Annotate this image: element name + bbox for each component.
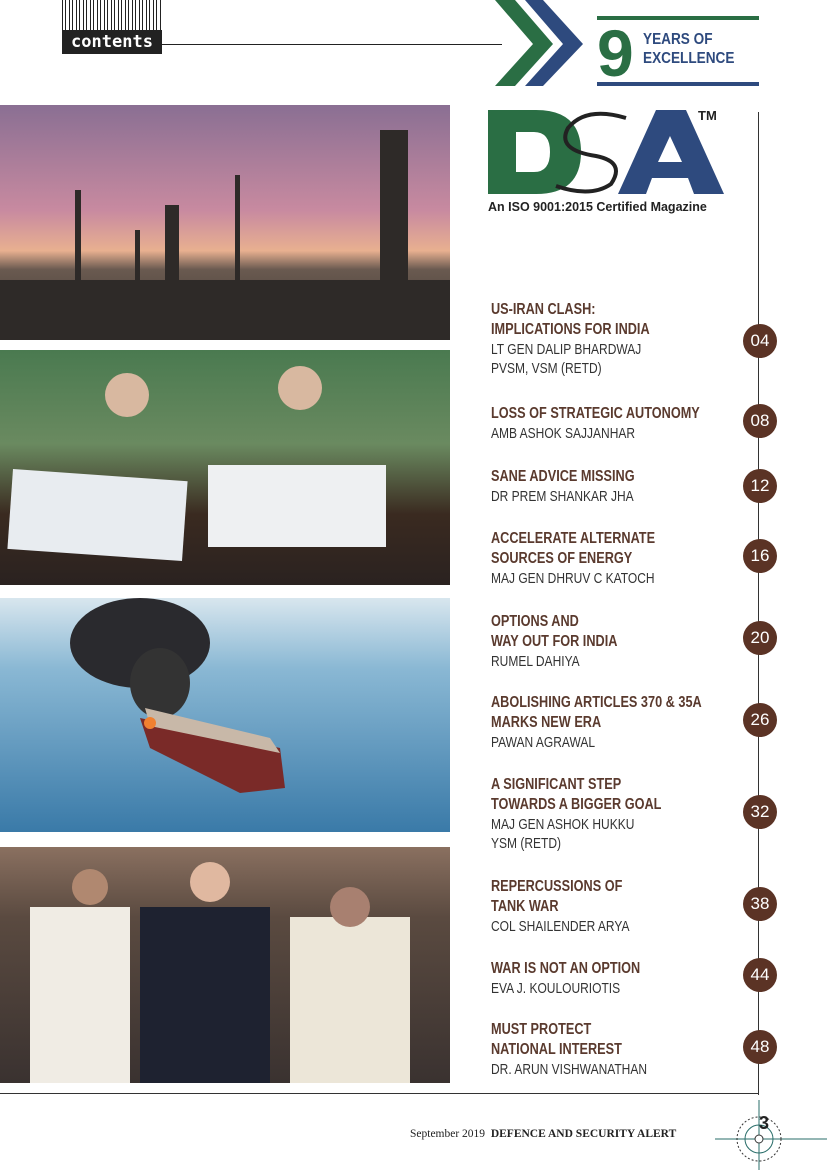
toc-entry[interactable] — [491, 1020, 741, 1079]
toc-entry[interactable] — [491, 877, 741, 936]
page-badge[interactable]: 08 — [743, 404, 777, 438]
toc-entry[interactable] — [491, 467, 741, 506]
article-title: TOWARDS A BIGGER GOAL — [491, 796, 662, 813]
page-badge[interactable]: 26 — [743, 703, 777, 737]
leaders-signing-photo — [0, 350, 450, 585]
page-badge[interactable]: 20 — [743, 621, 777, 655]
bottom-rule — [0, 1093, 759, 1094]
article-title: MARKS NEW ERA — [491, 714, 602, 731]
burning-tanker-photo — [0, 598, 450, 832]
article-title: OPTIONS AND — [491, 613, 579, 630]
article-author: YSM (RETD) — [491, 835, 561, 852]
page-badge[interactable]: 04 — [743, 324, 777, 358]
logo-tagline: An ISO 9001:2015 Certified Magazine — [488, 200, 707, 214]
page-badge[interactable]: 32 — [743, 795, 777, 829]
article-title: WAY OUT FOR INDIA — [491, 633, 618, 650]
article-author: RUMEL DAHIYA — [491, 653, 580, 670]
crosshair-icon — [715, 1100, 827, 1170]
summit-leaders-photo — [0, 847, 450, 1083]
article-title: WAR IS NOT AN OPTION — [491, 960, 641, 977]
article-title: NATIONAL INTEREST — [491, 1041, 622, 1058]
page-badge[interactable]: 44 — [743, 958, 777, 992]
toc-entry[interactable] — [491, 612, 741, 671]
toc-entry[interactable] — [491, 404, 741, 443]
dsa-logo — [486, 106, 726, 198]
article-title: IMPLICATIONS FOR INDIA — [491, 321, 650, 338]
article-title: ABOLISHING ARTICLES 370 & 35A — [491, 694, 702, 711]
article-title: SANE ADVICE MISSING — [491, 468, 635, 485]
chevron-icon — [495, 0, 595, 88]
page-badge[interactable]: 48 — [743, 1030, 777, 1064]
toc-entry[interactable] — [491, 529, 741, 588]
article-author: PAWAN AGRAWAL — [491, 734, 596, 751]
article-title: US-IRAN CLASH: — [491, 301, 596, 318]
footer — [410, 1128, 676, 1140]
page-badge[interactable]: 16 — [743, 539, 777, 573]
article-author: DR PREM SHANKAR JHA — [491, 488, 634, 505]
page-badge[interactable]: 38 — [743, 887, 777, 921]
toc-entry[interactable] — [491, 775, 741, 853]
toc-entry[interactable] — [491, 959, 741, 998]
article-title: SOURCES OF ENERGY — [491, 550, 633, 567]
svg-text:TM: TM — [698, 108, 717, 123]
page-number: 3 — [759, 1113, 770, 1133]
article-author: COL SHAILENDER ARYA — [491, 918, 630, 935]
footer-publication: DEFENCE AND SECURITY ALERT — [490, 1128, 677, 1140]
toc-entry[interactable] — [491, 300, 741, 378]
anniversary-text: EXCELLENCE — [643, 50, 735, 67]
article-author: PVSM, VSM (RETD) — [491, 360, 602, 377]
header-rule — [162, 44, 502, 45]
footer-date: September 2019 — [410, 1128, 486, 1140]
article-title: ACCELERATE ALTERNATE — [491, 530, 656, 547]
anniversary-number: 9 — [597, 16, 632, 90]
barcode-decoration — [62, 0, 162, 30]
article-author: DR. ARUN VISHWANATHAN — [491, 1061, 648, 1078]
article-author: AMB ASHOK SAJJANHAR — [491, 425, 636, 442]
article-author: MAJ GEN ASHOK HUKKU — [491, 816, 635, 833]
article-author: LT GEN DALIP BHARDWAJ — [491, 341, 642, 358]
page-badge[interactable]: 12 — [743, 469, 777, 503]
toc-entry[interactable] — [491, 693, 741, 752]
article-title: REPERCUSSIONS OF — [491, 878, 623, 895]
article-title: TANK WAR — [491, 898, 559, 915]
article-author: EVA J. KOULOURIOTIS — [491, 980, 621, 997]
article-author: MAJ GEN DHRUV C KATOCH — [491, 570, 655, 587]
article-title: LOSS OF STRATEGIC AUTONOMY — [491, 405, 700, 422]
anniversary-text: YEARS OF — [643, 31, 713, 48]
article-title: A SIGNIFICANT STEP — [491, 776, 622, 793]
refinery-photo — [0, 105, 450, 340]
toc-vertical-rule — [758, 112, 759, 1095]
section-label: contents — [62, 30, 162, 54]
anniversary-badge — [597, 16, 759, 90]
article-title: MUST PROTECT — [491, 1021, 592, 1038]
